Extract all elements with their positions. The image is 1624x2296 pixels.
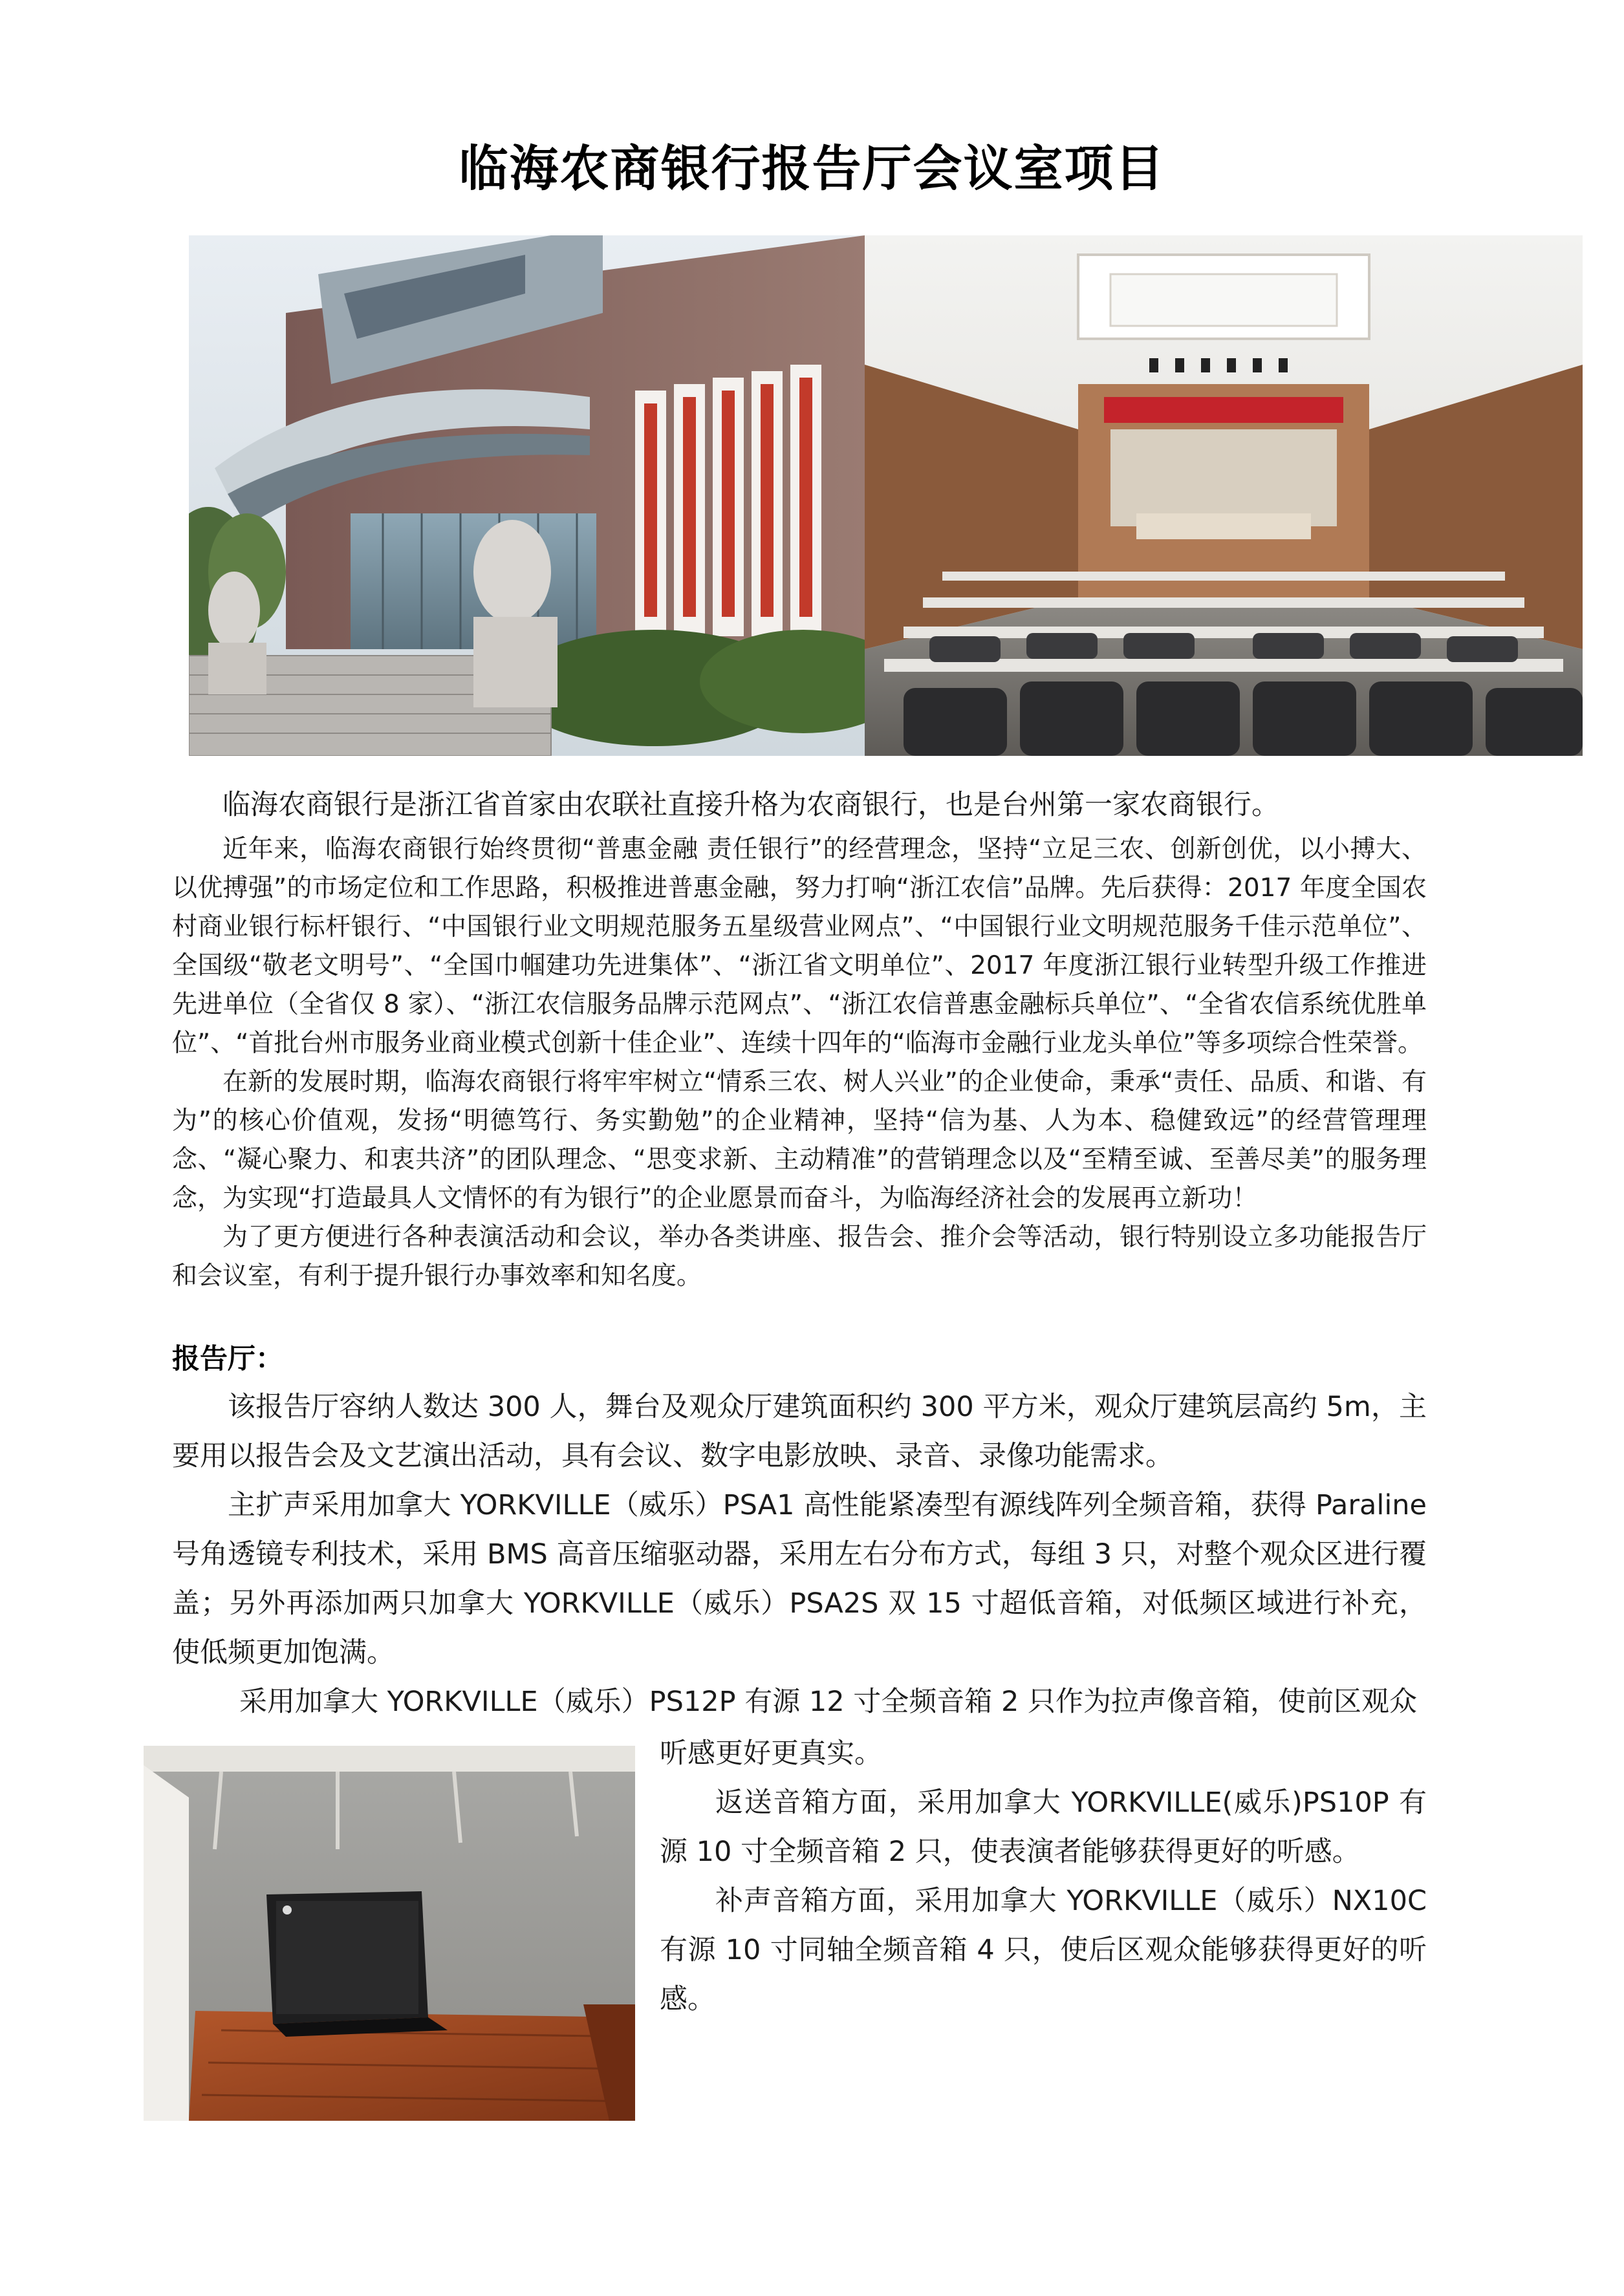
hall-paragraph-4: 返送音箱方面，采用加拿大 YORKVILLE(威乐)PS10P 有源 10 寸全频音箱 2 只，使表演者能够获得更好的听感。 [660, 1786, 1427, 1868]
hall-section-heading: 报告厅： [172, 1343, 283, 1375]
intro-paragraph-3: 为了更方便进行各种表演活动和会议，举办各类讲座、报告会、推介会等活动，银行特别设立多功能报告厅和会议室，有利于提升银行办事效率和知名度。 [172, 1223, 1427, 1291]
hall-section [172, 1382, 1427, 1726]
hall-paragraph-2: 主扩声采用加拿大 YORKVILLE（威乐）PSA1 高性能紧凑型有源线阵列全频音箱，获得 Paraline 号角透镜专利技术，采用 BMS 高音压缩驱动器，采用左右分布方式，每组 3 只，对整个观众区进行覆盖；另外再添加两只加拿大 YORKVILLE（威乐）PSA2S 双 15 寸超低音箱，对低频区域进行补充，使低频更加饱满。 [172, 1489, 1427, 1669]
auditorium-photo [865, 235, 1583, 756]
hall-paragraph-5: 补声音箱方面，采用加拿大 YORKVILLE（威乐）NX10C 有源 10 寸同轴全频音箱 4 只，使后区观众能够获得更好的听感。 [660, 1885, 1427, 2015]
intro-paragraph-1: 近年来，临海农商银行始终贯彻“普惠金融 责任银行”的经营理念，坚持“立足三农、创新创优，以小搏大、以优搏强”的市场定位和工作思路，积极推进普惠金融，努力打响“浙江农信”品牌。先后获得：2017 年度全国农村商业银行标杆银行、“中国银行业文明规范服务五星级营业网点”、“中国银行业文明规范服务千佳示范单位”、全国级“敬老文明号”、“全国巾帼建功先进集体”、“浙江省文明单位”、2017 年度浙江银行业转型升级工作推进先进单位（全省仅 8 家）、“浙江农信服务品牌示范网点”、“浙江农信普惠金融标兵单位”、“全省农信系统优胜单位”、“首批台州市服务业商业模式创新十佳企业”、连续十四年的“临海市金融行业龙头单位”等多项综合性荣誉。 [172, 835, 1427, 1058]
intro-lead-paragraph: 临海农商银行是浙江省首家由农联社直接升格为农商银行，也是台州第一家农商银行。 [222, 789, 1279, 821]
hall-side-text [660, 1729, 1427, 2024]
hall-paragraph-3b: 听感更好更真实。 [660, 1737, 882, 1770]
hall-paragraph-1: 该报告厅容纳人数达 300 人，舞台及观众厅建筑面积约 300 平方米，观众厅建筑层高约 5m，主要用以报告会及文艺演出活动，具有会议、数字电影放映、录音、录像功能需求。 [172, 1391, 1427, 1472]
page-title: 临海农商银行报告厅会议室项目 [459, 140, 1165, 197]
bank-building-photo [189, 235, 865, 756]
monitor-speaker-photo [144, 1746, 635, 2121]
intro-paragraph-2: 在新的发展时期，临海农商银行将牢牢树立“情系三农、树人兴业”的企业使命，秉承“责任、品质、和谐、有为”的核心价值观，发扬“明德笃行、务实勤勉”的企业精神，坚持“信为基、人为本、稳健致远”的经营管理理念、“凝心聚力、和衷共济”的团队理念、“思变求新、主动精准”的营销理念以及“至精至诚、至善尽美”的服务理念，为实现“打造最具人文情怀的有为银行”的企业愿景而奋斗，为临海经济社会的发展再立新功！ [172, 1068, 1427, 1213]
hall-paragraph-3a: 采用加拿大 YORKVILLE（威乐）PS12P 有源 12 寸全频音箱 2 只作为拉声像音箱，使前区观众 [239, 1686, 1417, 1718]
intro-section [172, 782, 1427, 1296]
